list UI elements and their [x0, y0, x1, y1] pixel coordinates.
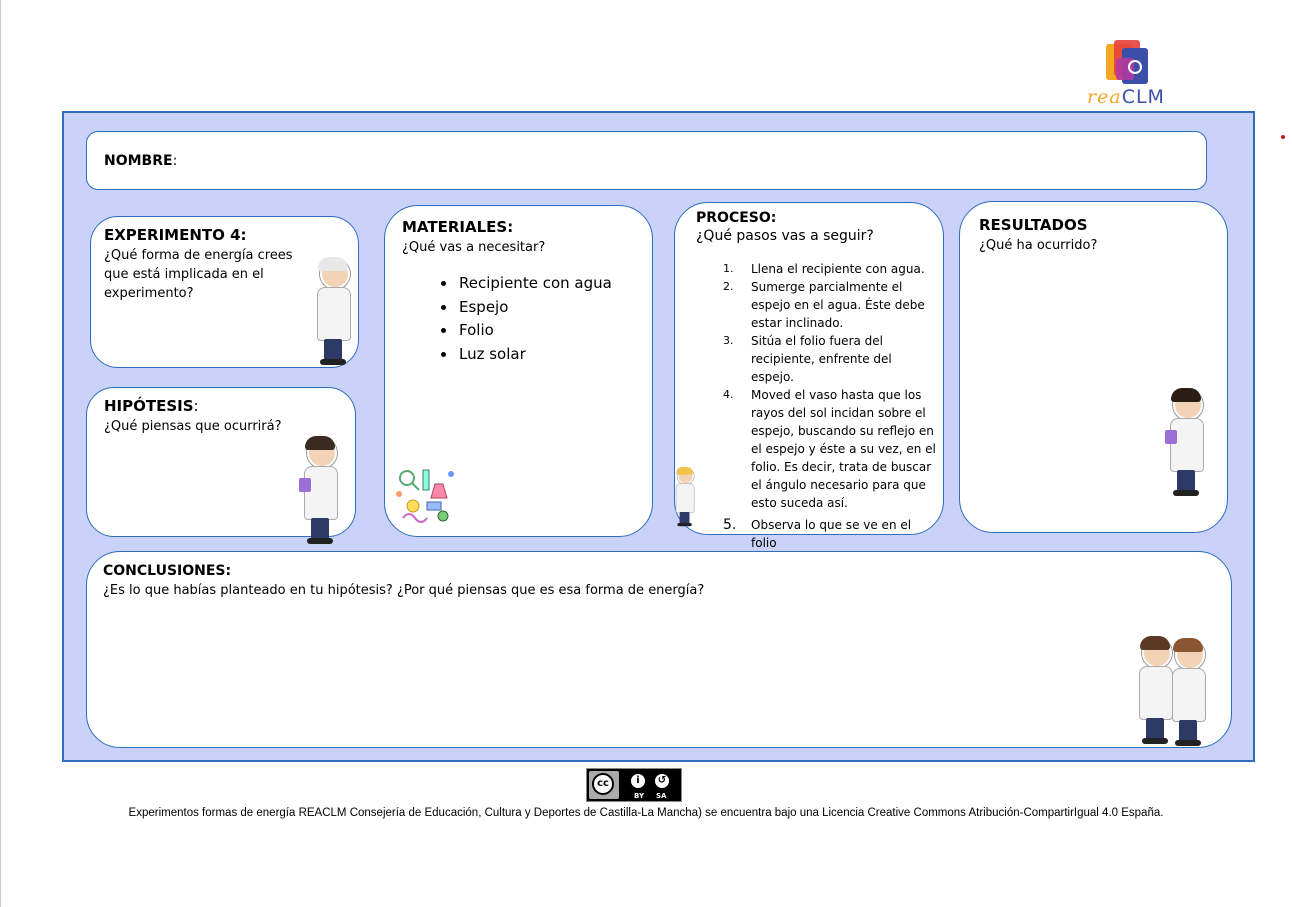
materiales-box — [384, 205, 653, 537]
worksheet — [62, 111, 1255, 762]
resultados-question: ¿Qué ha ocurrido? — [979, 238, 1098, 253]
list-item: 4. Moved el vaso hasta que los rayos del sol incidan sobre el espejo, buscando su reflejo en el espejo y éste a su vez, en el folio. Es decir, trata de buscar el ángulo necesario para que esto suceda así. — [723, 388, 936, 510]
proceso-question: ¿Qué pasos vas a seguir? — [696, 228, 874, 244]
experimento-question: ¿Qué forma de energía crees que está implicada en el experimento? — [104, 248, 293, 301]
list-item: • Luz solar — [457, 343, 652, 367]
reaclm-logo — [1076, 38, 1176, 110]
experimento-title: EXPERIMENTO 4: — [104, 226, 247, 244]
list-item: 2. Sumerge parcialmente el espejo en el agua. Éste debe estar inclinado. — [723, 280, 925, 330]
proceso-box — [674, 202, 944, 550]
page-edge-line — [0, 0, 1, 907]
list-item: 3. Sitúa el folio fuera del recipiente, enfrente del espejo. — [723, 334, 892, 384]
proceso-title: PROCESO: — [696, 210, 777, 226]
scientist-boy-icon — [299, 438, 339, 548]
conclusiones-box — [86, 551, 1232, 748]
license-footer: Experimentos formas de energía REACLM Consejería de Educación, Cultura y Deportes de Castilla-La Mancha) se encuentra bajo una Licencia Creative Commons Atribución-CompartirIgual 4.0 España. — [128, 807, 1164, 819]
lab-equipment-icon — [393, 464, 457, 528]
scientist-grandma-icon — [312, 259, 352, 369]
logo-wordmark: reaCLM — [1087, 86, 1165, 108]
list-item: • Folio — [457, 319, 652, 343]
red-dot-mark — [1281, 135, 1285, 139]
attribution-icon: i — [629, 772, 647, 790]
hipotesis-question: ¿Qué piensas que ocurrirá? — [104, 419, 282, 434]
share-alike-icon: ↺ — [653, 772, 671, 790]
hipotesis-box: HIPÓTESIS: ¿Qué piensas que ocurrirá? — [86, 387, 356, 537]
materiales-title: MATERIALES: — [402, 218, 514, 236]
resultados-box — [959, 201, 1228, 533]
materiales-list — [402, 272, 652, 366]
cursor-icon — [1128, 60, 1142, 74]
conclusiones-question: ¿Es lo que habías planteado en tu hipótesis? ¿Por qué piensas que es esa forma de energía? — [103, 583, 705, 598]
list-item: 5. Observa lo que se ve en el folio — [723, 517, 912, 550]
resultados-title: RESULTADOS — [979, 216, 1088, 234]
proceso-steps — [696, 260, 936, 552]
nombre-label: NOMBRE — [104, 153, 173, 169]
conclusiones-title: CONCLUSIONES: — [103, 563, 232, 579]
creative-commons-icon: cc i ↺ BY SA — [586, 768, 682, 802]
materiales-question: ¿Qué vas a necesitar? — [402, 240, 546, 255]
scientist-girl-icon — [1165, 390, 1205, 500]
nombre-box: NOMBRE: — [86, 131, 1207, 190]
list-item: 1. Llena el recipiente con agua. — [723, 262, 925, 276]
list-item: • Espejo — [457, 296, 652, 320]
list-item: • Recipiente con agua — [457, 272, 652, 296]
hipotesis-title: HIPÓTESIS — [104, 397, 194, 415]
experimento-box — [90, 216, 359, 368]
scientist-girl-pair-icon — [1167, 640, 1207, 750]
scientist-girl-blonde-icon — [673, 468, 695, 529]
